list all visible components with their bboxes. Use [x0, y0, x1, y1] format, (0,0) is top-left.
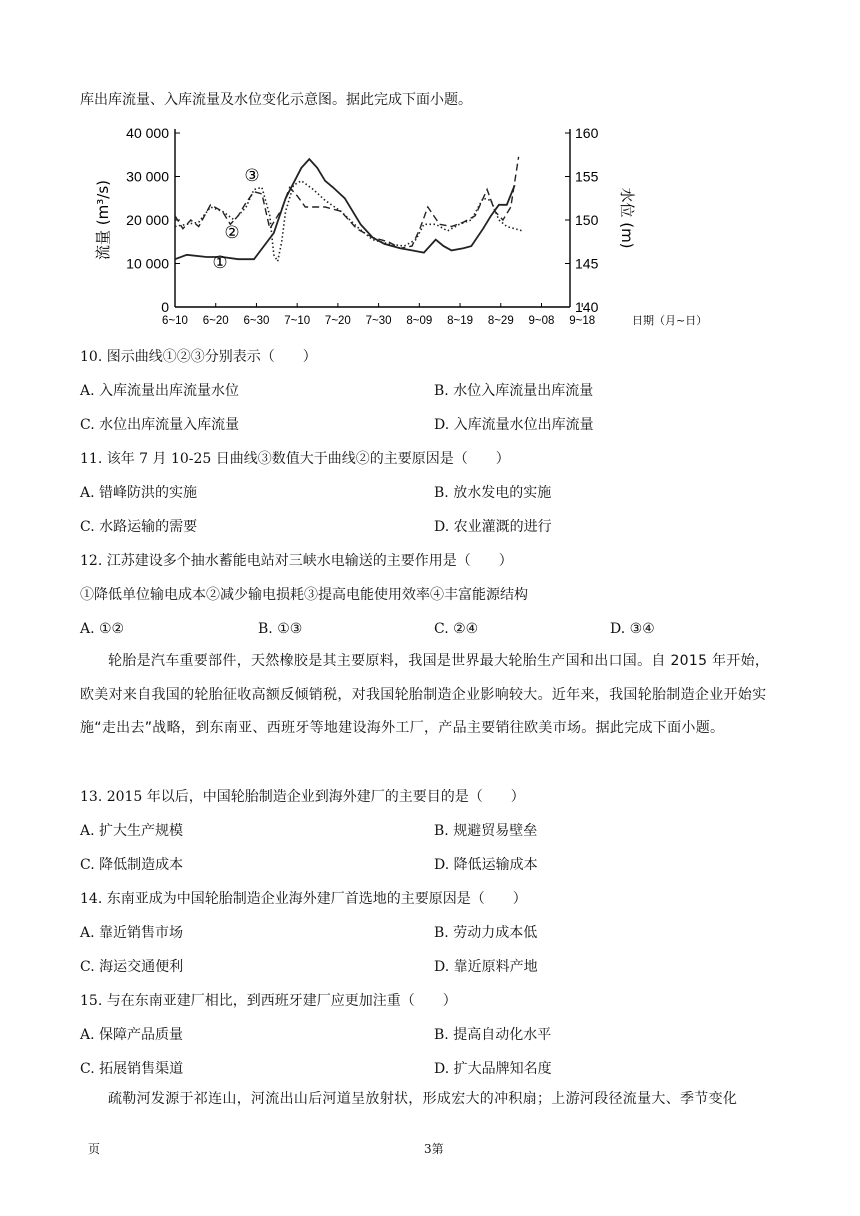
- y-left-tick-label: 40 000: [126, 125, 169, 141]
- option: A. ①②: [80, 621, 125, 637]
- footer-left: 页: [88, 1142, 101, 1156]
- intro-text: 库出库流量、入库流量及水位变化示意图。据此完成下面小题。: [80, 92, 472, 108]
- series-label-3: ③: [244, 166, 260, 186]
- y-right-tick-label: 140: [575, 299, 599, 315]
- option: D. 农业灌溉的进行: [434, 519, 552, 535]
- footer-page-number: 3第: [424, 1142, 444, 1156]
- question-15: 15. 与在东南亚建厂相比，到西班牙建厂应更加注重（ ）: [80, 993, 457, 1009]
- y-right-axis-title: 水位 (m): [618, 187, 636, 249]
- x-tick-label: 9~18: [569, 315, 596, 327]
- x-tick-label: 8~09: [406, 315, 433, 327]
- y-right-tick-label: 145: [575, 255, 599, 272]
- x-axis-title: 日期（月~日）: [632, 314, 708, 327]
- option: B. 提高自动化水平: [434, 1027, 552, 1043]
- y-left-tick-label: 30 000: [126, 168, 169, 185]
- option: D. 降低运输成本: [434, 857, 538, 873]
- x-tick-label: 7~30: [365, 315, 392, 327]
- option: C. 水位出库流量入库流量: [80, 417, 240, 433]
- question-10: 10. 图示曲线①②③分别表示（ ）: [80, 349, 317, 365]
- option: C. 水路运输的需要: [80, 519, 198, 535]
- y-right-tick-label: 160: [575, 125, 599, 141]
- question-12: 12. 江苏建设多个抽水蓄能电站对三峡水电输送的主要作用是（ ）: [80, 553, 513, 569]
- option: D. 扩大品牌知名度: [434, 1061, 552, 1077]
- option: B. 规避贸易壁垒: [434, 823, 538, 839]
- x-tick-label: 7~20: [324, 315, 351, 327]
- option: C. ②④: [434, 621, 479, 637]
- option: B. 劳动力成本低: [434, 925, 538, 941]
- option: A. 错峰防洪的实施: [80, 485, 198, 501]
- series-line-1: [175, 159, 515, 259]
- option: B. 水位入库流量出库流量: [434, 383, 594, 399]
- option: A. 保障产品质量: [80, 1027, 184, 1043]
- passage-river: 疏勒河发源于祁连山，河流出山后河道呈放射状，形成宏大的冲积扇；上游河段径流量大、季节变化: [108, 1091, 738, 1107]
- x-tick-label: 6~30: [243, 315, 270, 327]
- option: B. ①③: [258, 621, 303, 637]
- chart-svg: [92, 118, 708, 334]
- option: A. 扩大生产规模: [80, 823, 184, 839]
- option: D. 入库流量水位出库流量: [434, 417, 594, 433]
- x-tick-label: 9~08: [528, 315, 555, 327]
- x-tick-label: 6~10: [162, 315, 188, 327]
- question-13: 13. 2015 年以后，中国轮胎制造企业到海外建厂的主要目的是（ ）: [80, 789, 525, 805]
- x-tick-label: 8~19: [447, 315, 474, 327]
- y-right-tick-label: 155: [575, 168, 599, 185]
- y-left-axis-title: 流量 (m³/s): [94, 180, 112, 260]
- series-label-2: ②: [224, 223, 240, 243]
- option: A. 入库流量出库流量水位: [80, 383, 240, 399]
- question-11: 11. 该年 7 月 10-25 日曲线③数值大于曲线②的主要原因是（ ）: [80, 451, 510, 467]
- option: A. 靠近销售市场: [80, 925, 184, 941]
- series-line-3: [175, 181, 523, 261]
- x-tick-label: 6~20: [202, 315, 229, 327]
- y-left-tick-label: 20 000: [126, 212, 169, 228]
- x-tick-label: 8~29: [487, 315, 514, 327]
- question-14: 14. 东南亚成为中国轮胎制造企业海外建厂首选地的主要原因是（ ）: [80, 891, 527, 907]
- y-left-tick-label: 10 000: [126, 255, 169, 272]
- option: C. 拓展销售渠道: [80, 1061, 184, 1077]
- option: D. ③④: [610, 621, 655, 637]
- question-12-statements: ①降低单位输电成本②减少输电损耗③提高电能使用效率④丰富能源结构: [80, 587, 528, 603]
- reservoir-chart: [92, 118, 708, 334]
- x-tick-label: 7~10: [284, 315, 311, 327]
- option: D. 靠近原料产地: [434, 959, 538, 975]
- passage-tire: 轮胎是汽车重要部件，天然橡胶是其主要原料，我国是世界最大轮胎生产国和出口国。自 2015 年开始，欧美对来自我国的轮胎征收高额反倾销税，对我国轮胎制造企业影响较大。近年来，我国轮胎制造企业开始实施“走出去”战略，到东南亚、西班牙等地建设海外工厂，产品主要销往欧美市场。据此完成下面小题。: [80, 653, 770, 736]
- option: B. 放水发电的实施: [434, 485, 552, 501]
- option: C. 海运交通便利: [80, 959, 184, 975]
- series-label-1: ①: [212, 253, 228, 273]
- y-left-tick-label: 0: [161, 299, 169, 315]
- y-right-tick-label: 150: [575, 212, 599, 228]
- option: C. 降低制造成本: [80, 857, 184, 873]
